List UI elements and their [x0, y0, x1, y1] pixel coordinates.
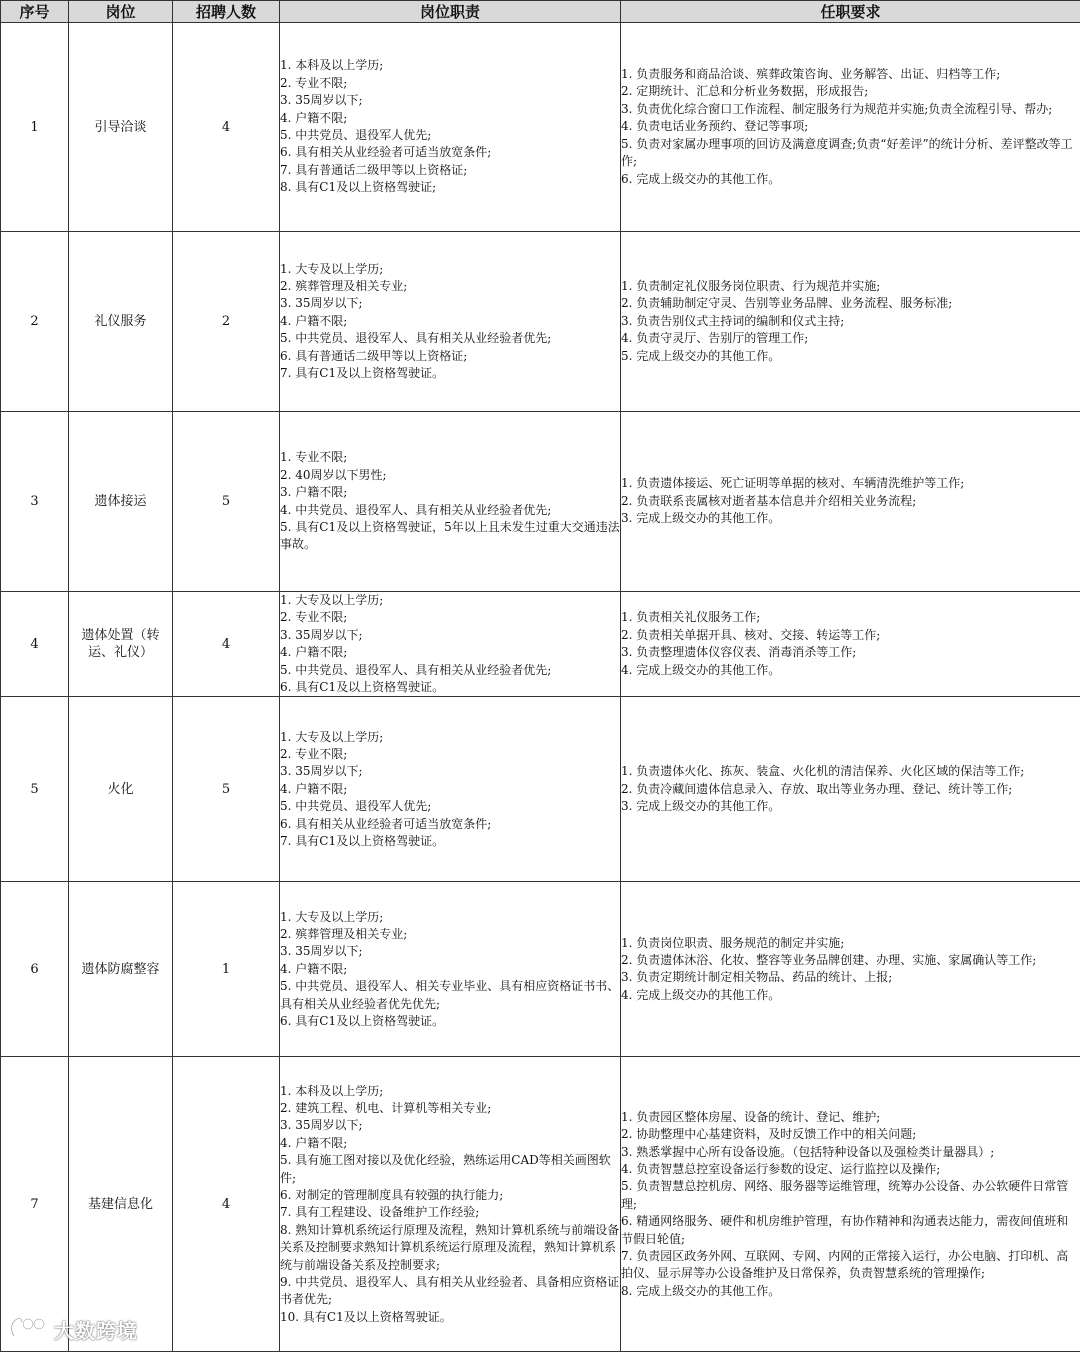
row-requirements: [621, 232, 1080, 412]
requirement-line: 1. 负责岗位职责、服务规范的制定并实施;: [621, 935, 1080, 952]
row-count: 4: [173, 1057, 280, 1352]
requirement-line: 4. 完成上级交办的其他工作。: [621, 987, 1080, 1004]
duty-line: 1. 大专及以上学历;: [280, 909, 620, 926]
duty-line: 3. 35周岁以下;: [280, 763, 620, 780]
duty-line: 5. 具有C1及以上资格驾驶证，5年以上且未发生过重大交通违法事故。: [280, 519, 620, 554]
watermark: [8, 1314, 138, 1344]
duty-line: 2. 殡葬管理及相关专业;: [280, 278, 620, 295]
row-duties: [280, 23, 621, 232]
requirement-line: 2. 负责辅助制定守灵、告别等业务品牌、业务流程、服务标准;: [621, 295, 1080, 312]
duty-line: 3. 35周岁以下;: [280, 943, 620, 960]
duty-line: 5. 中共党员、退役军人、具有相关从业经验者优先;: [280, 662, 620, 679]
row-duties: [280, 697, 621, 882]
duty-line: 5. 中共党员、退役军人优先;: [280, 798, 620, 815]
header-count: 招聘人数: [173, 1, 280, 23]
duty-line: 6. 具有C1及以上资格驾驶证。: [280, 1013, 620, 1030]
duty-line: 4. 户籍不限;: [280, 313, 620, 330]
requirement-line: 1. 负责制定礼仪服务岗位职责、行为规范并实施;: [621, 278, 1080, 295]
header-duties: 岗位职责: [280, 1, 621, 23]
duty-line: 6. 对制定的管理制度具有较强的执行能力;: [280, 1187, 620, 1204]
row-no: 3: [1, 412, 69, 592]
requirement-line: 4. 负责守灵厅、告别厅的管理工作;: [621, 330, 1080, 347]
duty-line: 6. 具有C1及以上资格驾驶证。: [280, 679, 620, 696]
row-position: 遗体防腐整容: [69, 882, 173, 1057]
row-no: 4: [1, 592, 69, 697]
table-row: [1, 23, 1080, 232]
requirement-line: 3. 完成上级交办的其他工作。: [621, 798, 1080, 815]
header-position: 岗位: [69, 1, 173, 23]
duty-line: 1. 本科及以上学历;: [280, 1083, 620, 1100]
watermark-text: 大数跨境: [54, 1315, 138, 1344]
row-count: 5: [173, 697, 280, 882]
duty-line: 7. 具有C1及以上资格驾驶证。: [280, 833, 620, 850]
duty-line: 2. 专业不限;: [280, 609, 620, 626]
table-row: [1, 592, 1080, 697]
duty-line: 7. 具有C1及以上资格驾驶证。: [280, 365, 620, 382]
duty-line: 4. 中共党员、退役军人、具有相关从业经验者优先;: [280, 502, 620, 519]
row-count: 5: [173, 412, 280, 592]
duty-line: 5. 具有施工图对接以及优化经验，熟练运用CAD等相关画图软件;: [280, 1152, 620, 1187]
duty-line: 7. 具有普通话二级甲等以上资格证;: [280, 162, 620, 179]
requirement-line: 6. 精通网络服务、硬件和机房维护管理，有协作精神和沟通表达能力，需夜间值班和节假日轮值;: [621, 1213, 1080, 1248]
requirement-line: 1. 负责服务和商品洽谈、殡葬政策咨询、业务解答、出证、归档等工作;: [621, 66, 1080, 83]
requirement-line: 2. 负责冷藏间遗体信息录入、存放、取出等业务办理、登记、统计等工作;: [621, 781, 1080, 798]
duty-line: 3. 35周岁以下;: [280, 627, 620, 644]
requirement-line: 3. 负责定期统计制定相关物品、药品的统计、上报;: [621, 969, 1080, 986]
header-requirements: 任职要求: [621, 1, 1080, 23]
row-no: 2: [1, 232, 69, 412]
row-count: 1: [173, 882, 280, 1057]
row-position: 火化: [69, 697, 173, 882]
duty-line: 3. 户籍不限;: [280, 484, 620, 501]
requirement-line: 6. 完成上级交办的其他工作。: [621, 171, 1080, 188]
row-position: 遗体接运: [69, 412, 173, 592]
duty-line: 2. 建筑工程、机电、计算机等相关专业;: [280, 1100, 620, 1117]
requirement-line: 2. 负责相关单据开具、核对、交接、转运等工作;: [621, 627, 1080, 644]
duty-line: 3. 35周岁以下;: [280, 295, 620, 312]
requirement-line: 5. 完成上级交办的其他工作。: [621, 348, 1080, 365]
row-requirements: [621, 23, 1080, 232]
requirement-line: 4. 负责电话业务预约、登记等事项;: [621, 118, 1080, 135]
requirement-line: 1. 负责遗体接运、死亡证明等单据的核对、车辆清洗维护等工作;: [621, 475, 1080, 492]
duty-line: 1. 专业不限;: [280, 449, 620, 466]
row-requirements: [621, 412, 1080, 592]
duty-line: 10. 具有C1及以上资格驾驶证。: [280, 1309, 620, 1326]
row-no: 5: [1, 697, 69, 882]
requirement-line: 4. 完成上级交办的其他工作。: [621, 662, 1080, 679]
row-duties: [280, 882, 621, 1057]
duty-line: 1. 大专及以上学历;: [280, 592, 620, 609]
row-no: 1: [1, 23, 69, 232]
requirement-line: 7. 负责园区政务外网、互联网、专网、内网的正常接入运行，办公电脑、打印机、高拍仪、显示屏等办公设备维护及日常保养，负责智慧系统的管理操作;: [621, 1248, 1080, 1283]
duty-line: 9. 中共党员、退役军人、具有相关从业经验者、具备相应资格证书者优先;: [280, 1274, 620, 1309]
requirement-line: 3. 负责整理遗体仪容仪表、消毒消杀等工作;: [621, 644, 1080, 661]
row-duties: [280, 592, 621, 697]
row-position: 引导洽谈: [69, 23, 173, 232]
duty-line: 4. 户籍不限;: [280, 781, 620, 798]
requirement-line: 3. 完成上级交办的其他工作。: [621, 510, 1080, 527]
requirement-line: 5. 负责智慧总控机房、网络、服务器等运维管理，统筹办公设备、办公软硬件日常管理;: [621, 1178, 1080, 1213]
row-no: 7: [1, 1057, 69, 1352]
requirement-line: 2. 负责遗体沐浴、化妆、整容等业务品牌创建、办理、实施、家属确认等工作;: [621, 952, 1080, 969]
row-count: 4: [173, 592, 280, 697]
requirement-line: 3. 负责优化综合窗口工作流程、制定服务行为规范并实施;负责全流程引导、帮办;: [621, 101, 1080, 118]
requirement-line: 4. 负责智慧总控室设备运行参数的设定、运行监控以及操作;: [621, 1161, 1080, 1178]
row-duties: [280, 412, 621, 592]
row-count: 2: [173, 232, 280, 412]
row-requirements: [621, 592, 1080, 697]
duty-line: 5. 中共党员、退役军人、相关专业毕业、具有相应资格证书书、具有相关从业经验者优先优先;: [280, 978, 620, 1013]
duty-line: 1. 大专及以上学历;: [280, 729, 620, 746]
row-requirements: [621, 697, 1080, 882]
table-row: [1, 882, 1080, 1057]
duty-line: 2. 专业不限;: [280, 746, 620, 763]
duty-line: 3. 35周岁以下;: [280, 92, 620, 109]
table-row: [1, 697, 1080, 882]
duty-line: 1. 本科及以上学历;: [280, 57, 620, 74]
table-row: [1, 1057, 1080, 1352]
duty-line: 8. 具有C1及以上资格驾驶证;: [280, 179, 620, 196]
table-row: [1, 412, 1080, 592]
row-position: 基建信息化: [69, 1057, 173, 1352]
row-duties: [280, 232, 621, 412]
requirement-line: 2. 协助整理中心基建资料，及时反馈工作中的相关问题;: [621, 1126, 1080, 1143]
duty-line: 2. 殡葬管理及相关专业;: [280, 926, 620, 943]
table-row: [1, 232, 1080, 412]
duty-line: 2. 40周岁以下男性;: [280, 467, 620, 484]
dashu-logo-icon: [8, 1314, 48, 1344]
duty-line: 8. 熟知计算机系统运行原理及流程，熟知计算机系统与前端设备关系及控制要求熟知计算机系统运行原理及流程，熟知计算机系统与前端设备关系及控制要求;: [280, 1222, 620, 1274]
requirement-line: 8. 完成上级交办的其他工作。: [621, 1283, 1080, 1300]
row-position: 遗体处置（转运、礼仪）: [69, 592, 173, 697]
requirement-line: 3. 熟悉掌握中心所有设备设施。（包括特种设备以及强检类计量器具）;: [621, 1144, 1080, 1161]
row-no: 6: [1, 882, 69, 1057]
duty-line: 6. 具有相关从业经验者可适当放宽条件;: [280, 144, 620, 161]
row-requirements: [621, 882, 1080, 1057]
duty-line: 4. 户籍不限;: [280, 644, 620, 661]
duty-line: 3. 35周岁以下;: [280, 1117, 620, 1134]
requirement-line: 3. 负责告别仪式主持词的编制和仪式主持;: [621, 313, 1080, 330]
row-position: 礼仪服务: [69, 232, 173, 412]
duty-line: 5. 中共党员、退役军人优先;: [280, 127, 620, 144]
duty-line: 4. 户籍不限;: [280, 110, 620, 127]
requirement-line: 2. 负责联系丧属核对逝者基本信息并介绍相关业务流程;: [621, 493, 1080, 510]
row-count: 4: [173, 23, 280, 232]
requirement-line: 1. 负责遗体火化、拣灰、装盒、火化机的清洁保养、火化区域的保洁等工作;: [621, 763, 1080, 780]
duty-line: 6. 具有普通话二级甲等以上资格证;: [280, 348, 620, 365]
table-body: [1, 23, 1080, 1352]
requirement-line: 1. 负责相关礼仪服务工作;: [621, 609, 1080, 626]
duty-line: 4. 户籍不限;: [280, 1135, 620, 1152]
requirement-line: 2. 定期统计、汇总和分析业务数据，形成报告;: [621, 83, 1080, 100]
duty-line: 2. 专业不限;: [280, 75, 620, 92]
duty-line: 5. 中共党员、退役军人、具有相关从业经验者优先;: [280, 330, 620, 347]
duty-line: 7. 具有工程建设、设备维护工作经验;: [280, 1204, 620, 1221]
row-duties: [280, 1057, 621, 1352]
header-no: 序号: [1, 1, 69, 23]
row-requirements: [621, 1057, 1080, 1352]
header-row: [1, 1, 1080, 23]
duty-line: 4. 户籍不限;: [280, 961, 620, 978]
duty-line: 6. 具有相关从业经验者可适当放宽条件;: [280, 816, 620, 833]
requirement-line: 1. 负责园区整体房屋、设备的统计、登记、维护;: [621, 1109, 1080, 1126]
requirement-line: 5. 负责对家属办理事项的回访及满意度调查;负责“好差评”的统计分析、差评整改等工作;: [621, 136, 1080, 171]
duty-line: 1. 大专及以上学历;: [280, 261, 620, 278]
